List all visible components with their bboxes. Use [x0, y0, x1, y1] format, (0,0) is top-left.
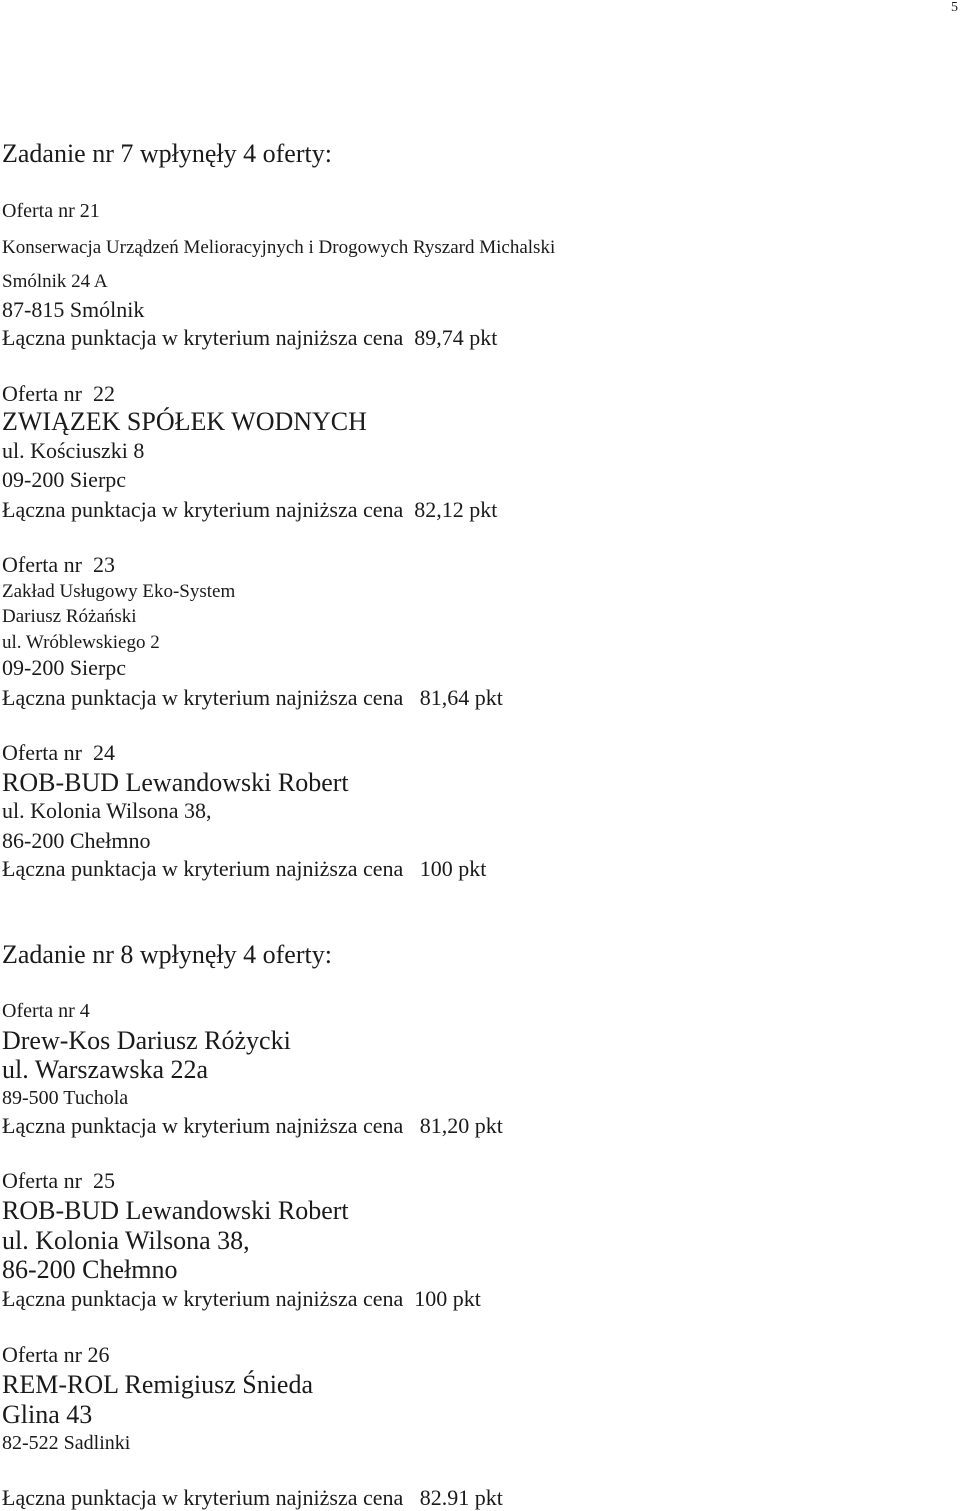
offer-4-title: Oferta nr 4 — [2, 1000, 90, 1022]
offer-21-company: Konserwacja Urządzeń Melioracyjnych i Drogowych Ryszard Michalski — [2, 237, 556, 258]
offer-23-score: Łączna punktacja w kryterium najniższa cena 81,64 pkt — [2, 685, 503, 710]
offer-25-city: 86-200 Chełmno — [2, 1255, 178, 1284]
offer-21-title: Oferta nr 21 — [2, 200, 100, 222]
offer-4-street: ul. Warszawska 22a — [2, 1055, 209, 1084]
section-8-heading: Zadanie nr 8 wpłynęły 4 oferty: — [2, 940, 332, 969]
offer-22-city: 09-200 Sierpc — [2, 467, 127, 492]
offer-24-company: ROB-BUD Lewandowski Robert — [2, 768, 349, 797]
offer-4-score: Łączna punktacja w kryterium najniższa cena 81,20 pkt — [2, 1113, 503, 1138]
offer-25-company: ROB-BUD Lewandowski Robert — [2, 1196, 349, 1225]
offer-26-score: Łączna punktacja w kryterium najniższa cena 82.91 pkt — [2, 1485, 503, 1510]
offer-25-title: Oferta nr 25 — [2, 1168, 116, 1193]
offer-23-title: Oferta nr 23 — [2, 552, 116, 577]
offer-24-score: Łączna punktacja w kryterium najniższa cena 100 pkt — [2, 856, 487, 881]
offer-23-company: Zakład Usługowy Eko-System — [2, 581, 236, 602]
offer-22-company: ZWIĄZEK SPÓŁEK WODNYCH — [2, 407, 367, 436]
offer-26-city: 82-522 Sadlinki — [2, 1432, 131, 1454]
offer-25-score: Łączna punktacja w kryterium najniższa cena 100 pkt — [2, 1286, 481, 1311]
offer-23-city: 09-200 Sierpc — [2, 655, 127, 680]
offer-22-title: Oferta nr 22 — [2, 381, 116, 406]
offer-26-title: Oferta nr 26 — [2, 1342, 110, 1367]
offer-24-city: 86-200 Chełmno — [2, 828, 151, 853]
offer-25-street: ul. Kolonia Wilsona 38, — [2, 1226, 250, 1255]
offer-21-street: Smólnik 24 A — [2, 271, 108, 292]
offer-22-street: ul. Kościuszki 8 — [2, 438, 145, 463]
section-7-heading: Zadanie nr 7 wpłynęły 4 oferty: — [2, 139, 332, 168]
offer-4-city: 89-500 Tuchola — [2, 1087, 129, 1109]
offer-26-company: REM-ROL Remigiusz Śnieda — [2, 1370, 314, 1399]
offer-24-title: Oferta nr 24 — [2, 740, 116, 765]
page-number: 5 — [951, 0, 958, 15]
offer-23-owner: Dariusz Różański — [2, 606, 137, 627]
offer-24-street: ul. Kolonia Wilsona 38, — [2, 798, 212, 823]
offer-22-score: Łączna punktacja w kryterium najniższa cena 82,12 pkt — [2, 497, 498, 522]
offer-21-score: Łączna punktacja w kryterium najniższa cena 89,74 pkt — [2, 325, 498, 350]
offer-21-city: 87-815 Smólnik — [2, 297, 145, 322]
offer-23-street: ul. Wróblewskiego 2 — [2, 632, 160, 653]
offer-26-street: Glina 43 — [2, 1400, 93, 1429]
offer-4-company: Drew-Kos Dariusz Różycki — [2, 1026, 291, 1055]
